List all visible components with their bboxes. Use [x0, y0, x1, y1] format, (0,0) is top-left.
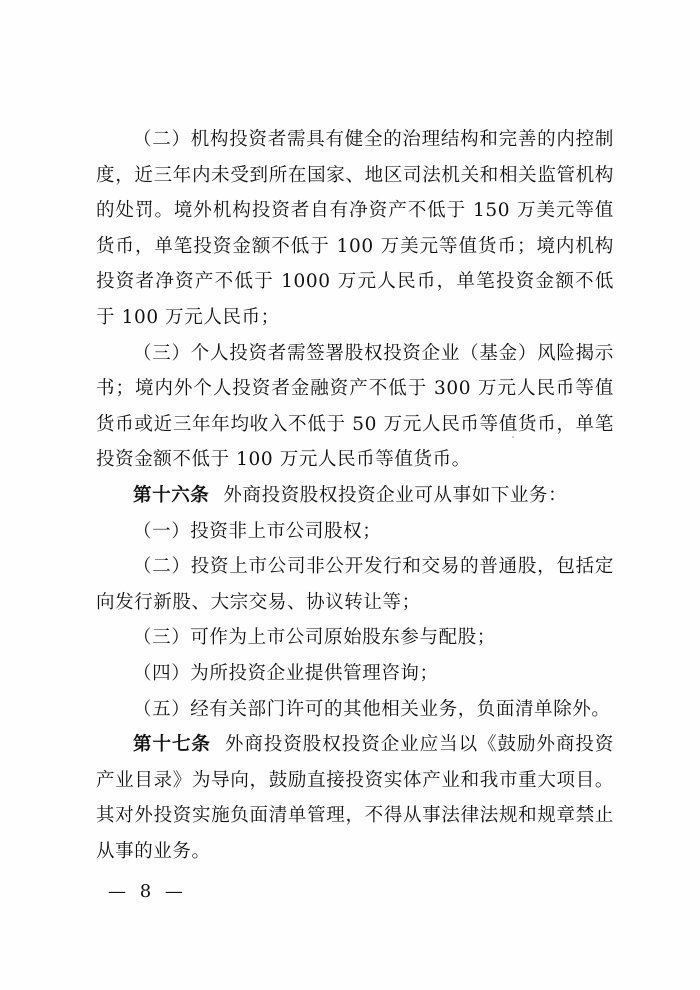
article-16-label: 第十六条	[133, 484, 210, 506]
article-17-paragraph	[96, 727, 614, 869]
paragraph-text: （四）为所投资企业提供管理咨询；	[133, 662, 439, 684]
paragraph-text: （二）机构投资者需具有健全的治理结构和完善的内控制度，近三年内未受到所在国家、地区司法机关和相关监管机构的处罚。境外机构投资者自有净资产不低于 150 万美元等值货币，单笔投资金额不低于 100 万美元等值货币；境内机构投资者净资产不低于 1000 万元人民币，单笔投资金额不低于 100 万元人民币；	[96, 129, 614, 328]
paragraph-text: 外商投资股权投资企业应当以《鼓励外商投资产业目录》为导向，鼓励直接投资实体产业和我市重大项目。其对外投资实施负面清单管理，不得从事法律法规和规章禁止从事的业务。	[96, 734, 614, 862]
document-body	[96, 122, 614, 869]
scan-speck	[512, 436, 514, 438]
paragraph-item-5	[96, 692, 614, 728]
paragraph-text: （五）经有关部门许可的其他相关业务，负面清单除外。	[133, 698, 611, 720]
paragraph-item-1	[96, 514, 614, 550]
page-number: — 8 —	[108, 881, 187, 902]
paragraph-text: 外商投资股权投资企业可从事如下业务：	[223, 484, 568, 506]
paragraph-text: （二）投资上市公司非公开发行和交易的普通股，包括定向发行新股、大宗交易、协议转让等；	[96, 556, 614, 613]
paragraph-text: （一）投资非上市公司股权；	[133, 520, 382, 542]
paragraph-clause-2	[96, 122, 614, 336]
paragraph-item-3	[96, 620, 614, 656]
paragraph-clause-3	[96, 336, 614, 478]
paragraph-text: （三）可作为上市公司原始股东参与配股；	[133, 627, 496, 649]
paragraph-item-4	[96, 656, 614, 692]
article-17-label: 第十七条	[133, 734, 211, 756]
paragraph-item-2	[96, 549, 614, 620]
paragraph-text: （三）个人投资者需签署股权投资企业（基金）风险揭示书；境内外个人投资者金融资产不低于 300 万元人民币等值货币或近三年年均收入不低于 50 万元人民币等值货币，单笔投资金额不低于 100 万元人民币等值货币。	[96, 342, 614, 471]
article-16-heading-paragraph	[96, 478, 614, 514]
